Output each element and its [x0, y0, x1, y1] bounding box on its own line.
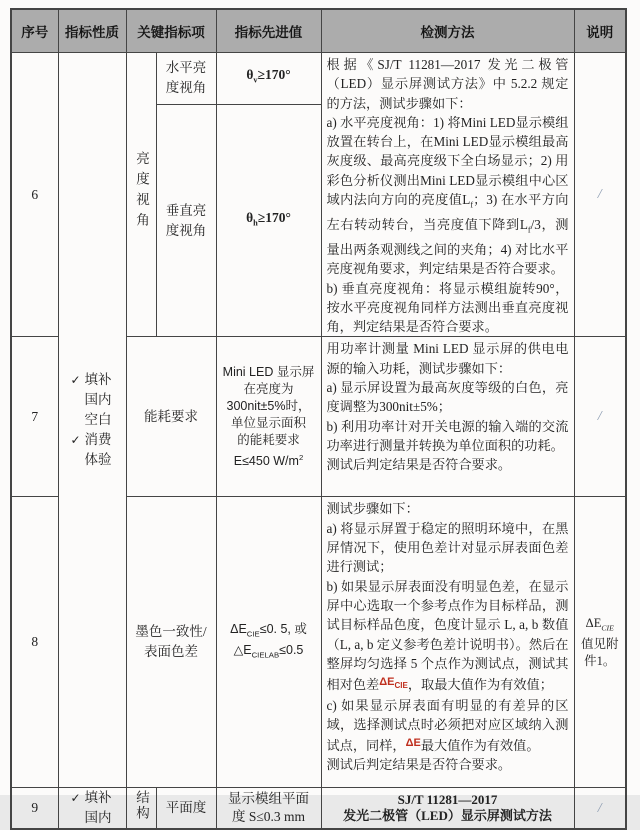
table-row-9 [11, 788, 626, 830]
method-paragraph: a) 将显示屏置于稳定的照明环境中，在黑屏情况下，使用色差计对显示屏表面色差进行测试； [326, 520, 569, 575]
slash-mark: / [597, 800, 602, 816]
table-header-row [11, 9, 626, 53]
key-label-line: 表面色差 [144, 644, 198, 660]
delta-e-red-annotation: ΔECIE [379, 676, 408, 691]
method-paragraph: 测试后判定结果是否符合要求。 [326, 757, 512, 773]
value-line: 单位显示面积 [230, 415, 306, 430]
table-row-6a [11, 53, 626, 105]
method-paragraph: a) 显示屏设置为最高灰度等级的白色，亮度调整为300nit±5%； [326, 380, 569, 415]
row8-method-cell [321, 497, 574, 788]
value-rest: ≥170° [257, 67, 291, 83]
delta-e-label: ΔE [585, 615, 602, 630]
spec-table [10, 8, 627, 830]
group-label-vertical: 亮度视角 [134, 151, 149, 234]
row6-method-cell [321, 53, 574, 337]
group-label-vertical: 结构 [134, 790, 149, 822]
nature-cell-rows6-8 [58, 53, 126, 788]
method-line: SJ/T 11281—2017 [397, 792, 498, 808]
row8-value-cell [216, 497, 321, 788]
row9-group-label-cell [126, 788, 156, 830]
method-paragraph: 测试后判定结果是否符合要求。 [326, 457, 512, 473]
header-note: 说明 [574, 9, 626, 53]
value-line: 300nit±5%时， [226, 398, 311, 413]
nature-text: 填补国内空白 [84, 372, 112, 428]
nature-text: 填补国内 [84, 790, 112, 826]
slash-mark: / [597, 187, 602, 203]
CIE-subscript: CIE [601, 623, 614, 633]
row8-number: 8 [11, 497, 58, 788]
row9-key-label: 平面度 [156, 788, 216, 830]
value-line: E≤450 $W/m^2$ [233, 452, 304, 469]
row9-note-cell [574, 788, 626, 830]
theta-subscript: h [253, 218, 258, 228]
header-no: 序号 [11, 9, 58, 53]
row9-number: 9 [11, 788, 58, 830]
method-paragraph: 用功率计测量 Mini LED 显示屏的供电电源的输入功耗，测试步骤如下： [326, 341, 569, 376]
row9-value-cell [216, 788, 321, 830]
value-line: $\triangle E_{CIELAB}\le 0.5$ [233, 643, 304, 660]
header-nature: 指标性质 [58, 9, 126, 53]
value-line: 在亮度为 [243, 381, 294, 396]
header-method: 检测方法 [321, 9, 574, 53]
CIE-subscript: CIE [246, 629, 260, 639]
row6-group-label-cell [126, 53, 156, 337]
row7-value-cell [216, 337, 321, 497]
nature-text: 消费体验 [84, 432, 112, 468]
row6-value-vertical [216, 104, 321, 337]
slash-mark: / [597, 409, 602, 425]
nature-item [63, 370, 122, 430]
nature-item [63, 430, 122, 470]
note-text: 值见附件1。 [580, 637, 619, 669]
row9-method-cell [321, 788, 574, 830]
Lf-subscript: f [527, 225, 531, 235]
value-line: 的能耗要求 [237, 432, 300, 447]
method-paragraph: 测试步骤如下： [326, 501, 419, 517]
row6-sublabel-horizontal: 水平亮度视角 [156, 53, 216, 105]
checkmark-icon: ✓ [70, 373, 81, 388]
row8-key-label [126, 497, 216, 788]
row6-value-horizontal [216, 53, 321, 105]
header-advanced-value: 指标先进值 [216, 9, 321, 53]
method-paragraph: c) 如果显示屏表面有明显的有差异的区域，选择测试点时必须把对应区域纳入测试点，同样，$^{\Delta E}$最大值作为有效值。 [326, 697, 569, 754]
row7-key-label: 能耗要求 [126, 337, 216, 497]
row6-sublabel-vertical: 垂直亮度视角 [156, 104, 216, 337]
value-line: 显示模组平面 [228, 791, 309, 807]
row7-number: 7 [11, 337, 58, 497]
row7-note-cell [574, 337, 626, 497]
theta-symbol: θ [246, 67, 254, 83]
CIELAB-subscript: CIELAB [251, 650, 280, 660]
value-rest: ≥170° [257, 209, 291, 225]
value-line: 度 S≤0.3 mm [231, 809, 306, 825]
method-paragraph: b) 垂直亮度视角：将显示模组旋转90°，按水平亮度视角同样方法测出垂直亮度视角，判定结果是否符合要求。 [326, 280, 569, 335]
row8-note-cell [574, 497, 626, 788]
delta-e-red-annotation: ΔE [405, 737, 421, 750]
Lf-subscript: f [470, 200, 474, 210]
nature-item [63, 788, 122, 828]
method-line: 发光二极管（LED）显示屏测试方法 [343, 808, 552, 824]
theta-subscript: v [253, 76, 258, 86]
checkmark-icon: ✓ [70, 433, 81, 448]
method-paragraph: 根据《SJ/T 11281—2017 发光二极管（LED）显示屏测试方法》中 5.2.2 规定的方法，测试步骤如下： [326, 57, 569, 111]
method-paragraph: a) 水平亮度视角：1) 将Mini LED显示模组放置在转台上，在Mini LED显示模组最高灰度级、最高亮度级下全白场显示；2) 用彩色分析仪测出Mini LED显示模组中心区域内法向方向的亮度值$L_f$；3) 在水平方向左右转动转台，当亮度值下降到$L_f/3$，测量出两条观测线之间的夹角；4) 对比水平亮度视角要求，判定结果是否符合要求。 [326, 114, 569, 277]
squared-superscript: 2 [298, 452, 304, 462]
header-key-item: 关键指标项 [126, 9, 216, 53]
value-line: Mini LED 显示屏 [222, 364, 315, 379]
checkmark-icon: ✓ [70, 791, 81, 806]
theta-symbol: θ [246, 209, 254, 225]
key-label-line: 墨色一致性/ [135, 624, 207, 640]
row6-number: 6 [11, 53, 58, 337]
row6-note-cell [574, 53, 626, 337]
method-paragraph: b) 利用功率计对开关电源的输入端的交流功率进行测量并转换为单位面积的功耗。 [326, 418, 569, 453]
row7-method-cell [321, 337, 574, 497]
value-line: $\Delta E_{CIE}\le 0$. 5, 或 [230, 621, 307, 639]
method-paragraph: b) 如果显示屏表面没有明显色差，在显示屏中心选取一个参考点作为目标样品，测试目标样品色度，色度计显示 L, a, b 数值（L, a, b 定义参考色差计说明书）。然后在整屏均匀选择 5 个点作为测试点，测试其相对色差$^{\Delta E_{CIE}}$，取最大值作为有效值； [326, 578, 569, 693]
row9-nature-cell [58, 788, 126, 830]
